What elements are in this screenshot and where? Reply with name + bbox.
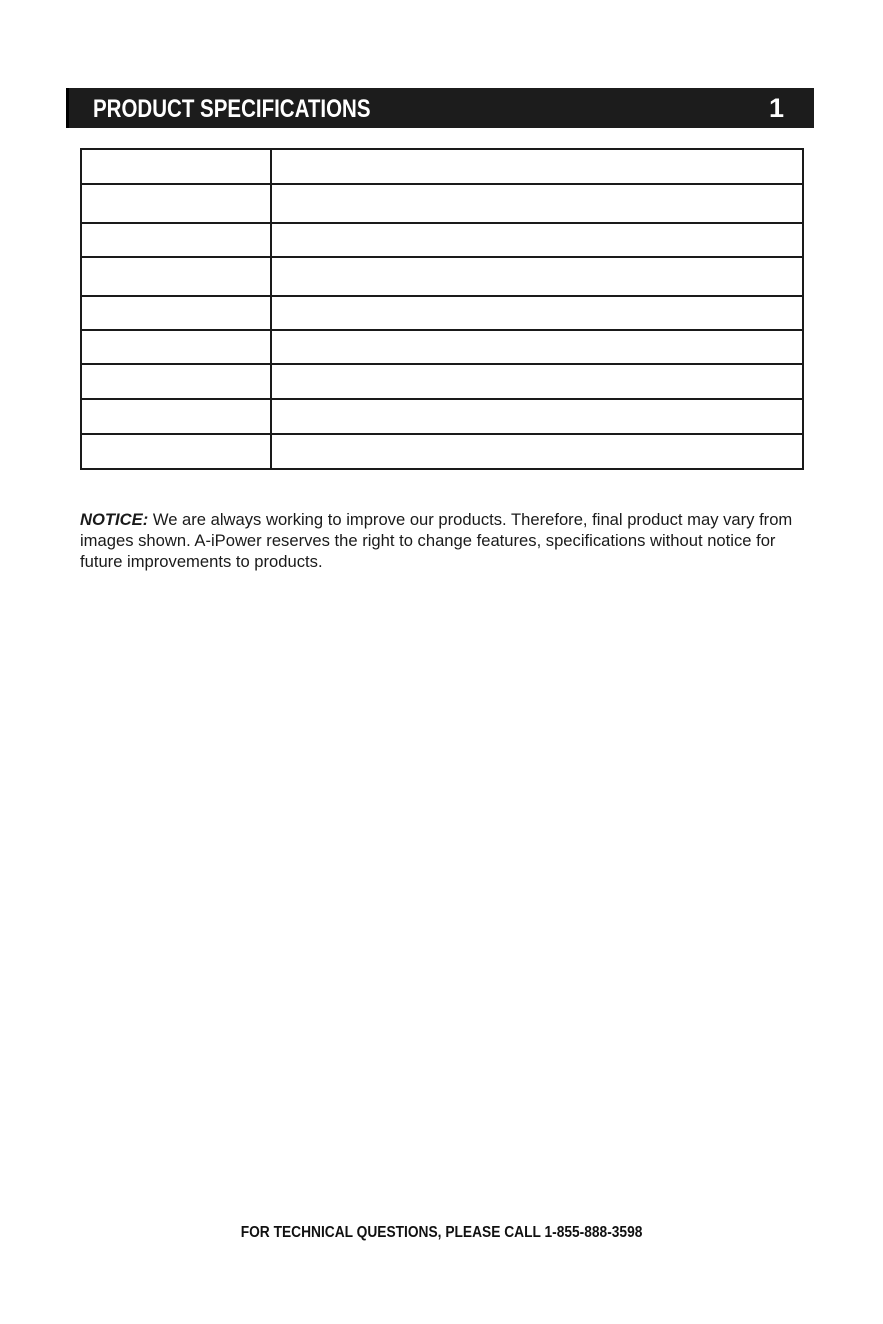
spec-label (81, 296, 271, 330)
spec-label (81, 434, 271, 469)
spec-value (271, 257, 803, 296)
spec-value (271, 399, 803, 434)
spec-value (271, 364, 803, 399)
spec-label (81, 223, 271, 257)
table-row (81, 434, 803, 469)
table-row (81, 223, 803, 257)
table-row (81, 296, 803, 330)
section-title: PRODUCT SPECIFICATIONS (93, 95, 371, 123)
table-row (81, 257, 803, 296)
notice-text: We are always working to improve our products. Therefore, final product may vary from images shown. A-iPower reserves the right to change features, specifications without notice for future improvements to products. (80, 510, 793, 571)
table-row (81, 149, 803, 184)
section-header (68, 88, 814, 128)
spec-label (81, 399, 271, 434)
page-number: 1 (768, 93, 784, 123)
footer-text: FOR TECHNICAL QUESTIONS, PLEASE CALL 1-855-888-3598 (240, 1224, 643, 1241)
spec-label (81, 257, 271, 296)
spec-value (271, 149, 803, 184)
table-row (81, 184, 803, 223)
notice-paragraph (80, 509, 800, 572)
table-row (81, 364, 803, 399)
spec-value (271, 330, 803, 364)
spec-value (271, 184, 803, 223)
table-row (81, 330, 803, 364)
spec-label (81, 184, 271, 223)
spec-value (271, 223, 803, 257)
table-row (81, 399, 803, 434)
notice-label: NOTICE: (80, 510, 149, 529)
spec-label (81, 330, 271, 364)
spec-label (81, 364, 271, 399)
header-edge (66, 88, 69, 128)
specifications-table (80, 148, 804, 470)
footer (0, 1223, 883, 1243)
spec-value (271, 296, 803, 330)
spec-label (81, 149, 271, 184)
spec-value (271, 434, 803, 469)
